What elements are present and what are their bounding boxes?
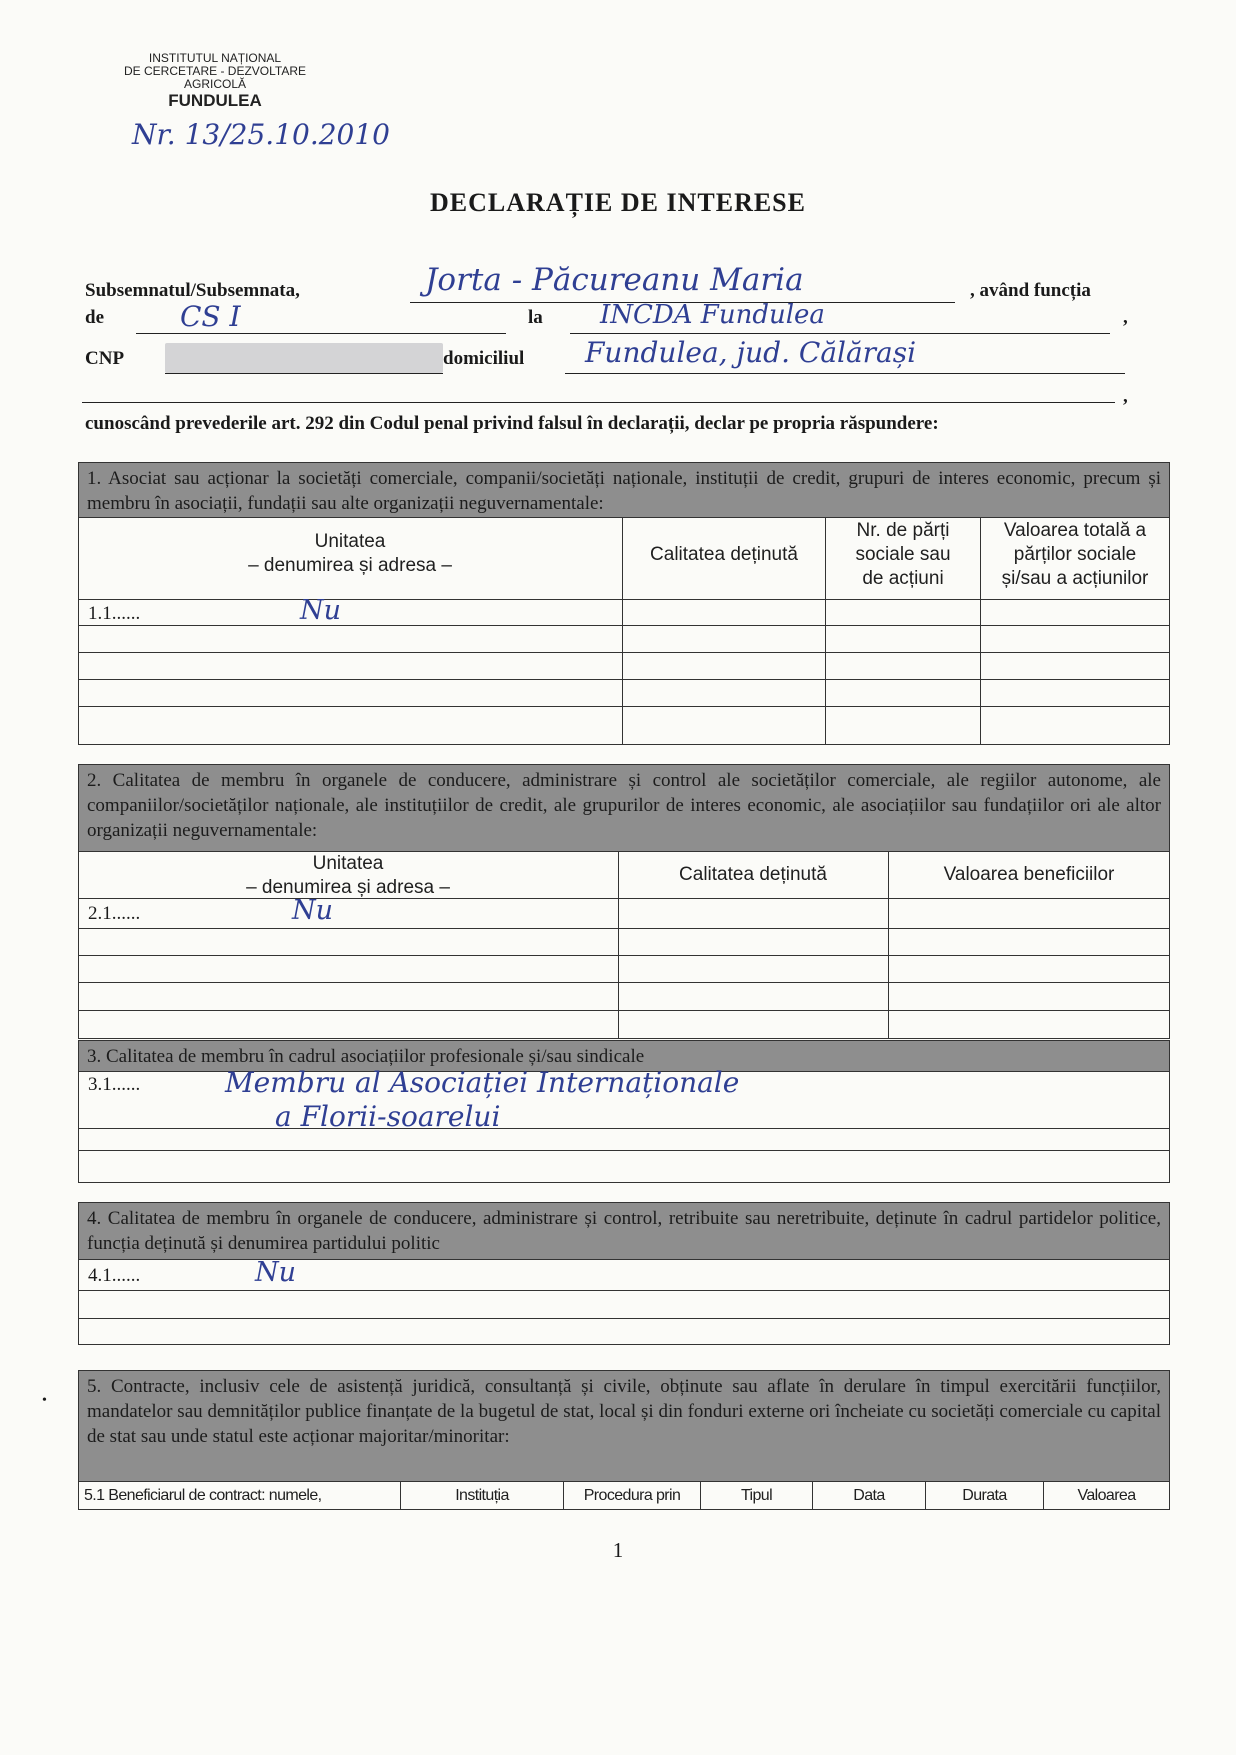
s2-row-label: 2.1...... bbox=[88, 903, 141, 924]
s5-col-institutia: Instituția bbox=[455, 1487, 509, 1504]
institutie-underline bbox=[570, 333, 1110, 334]
margin-mark: • bbox=[42, 1393, 47, 1408]
section-5-heading: 5. Contracte, inclusiv cele de asistență juridică, consultanță și civile, obținute sau aflate în derulare în timpul exercitării funcțiilor, mandatelor sau demnităților publice finanțate de la bugetul de stat, local și din fonduri externe ori încheiate cu societăți comerciale cu capital de stat sau unde statul este acționar majoritar/minoritar: bbox=[78, 1370, 1170, 1482]
functia-label: , având funcția bbox=[970, 280, 1091, 301]
declaration-text: cunoscând prevederile art. 292 din Codul penal privind falsul în declarații, declar pe propria răspundere: bbox=[85, 413, 939, 434]
s2-col-calitatea: Calitatea deținută bbox=[679, 864, 827, 885]
page-number: 1 bbox=[612, 1538, 624, 1562]
de-label: de bbox=[85, 307, 104, 328]
cnp-label: CNP bbox=[85, 348, 125, 369]
s2-col-unitatea: Unitatea – denumirea și adresa – bbox=[246, 853, 450, 898]
address-continuation-line bbox=[82, 402, 1115, 403]
s3-row-label: 3.1...... bbox=[88, 1074, 141, 1095]
name-value: Jorta - Păcureanu Maria bbox=[425, 262, 804, 298]
s1-col-calitatea: Calitatea deținută bbox=[650, 544, 798, 565]
institution-stamp bbox=[110, 52, 320, 111]
cnp-redaction bbox=[165, 343, 443, 373]
stamp-line-1: INSTITUTUL NAȚIONAL bbox=[148, 51, 282, 65]
s1-col-valoarea: Valoarea totală a părților sociale și/sau a acțiunilor bbox=[1001, 520, 1149, 589]
functia-value: CS I bbox=[180, 300, 241, 333]
s5-col-beneficiar: 5.1 Beneficiarul de contract: numele, bbox=[84, 1487, 322, 1504]
stamp-line-3: AGRICOLĂ bbox=[183, 77, 246, 91]
cnp-underline bbox=[165, 373, 443, 374]
s1-col-unitatea: Unitatea – denumirea și adresa – bbox=[248, 531, 452, 576]
s5-col-data: Data bbox=[853, 1487, 885, 1504]
s5-col-procedura: Procedura prin bbox=[583, 1487, 681, 1504]
s4-row-value: Nu bbox=[255, 1257, 297, 1288]
s3-row-value-line-2: a Florii-soarelui bbox=[275, 1100, 501, 1133]
domiciliul-label: domiciliul bbox=[443, 348, 525, 369]
domiciliul-value: Fundulea, jud. Călărași bbox=[585, 336, 917, 369]
page-title: DECLARAȚIE DE INTERESE bbox=[430, 188, 806, 217]
la-label: la bbox=[528, 307, 543, 328]
s1-row-value: Nu bbox=[300, 595, 342, 626]
subsemnatul-label: Subsemnatul/Subsemnata, bbox=[85, 280, 300, 301]
section-4-table bbox=[78, 1260, 1170, 1344]
stamp-line-4: FUNDULEA bbox=[168, 91, 262, 110]
registration-number: Nr. 13/25.10.2010 bbox=[132, 118, 390, 151]
s5-col-durata: Durata bbox=[962, 1487, 1007, 1504]
s2-col-valoarea: Valoarea beneficiilor bbox=[943, 864, 1115, 885]
s5-col-tipul: Tipul bbox=[740, 1487, 773, 1504]
functia-underline bbox=[136, 333, 506, 334]
s5-col-valoarea: Valoarea bbox=[1077, 1487, 1136, 1504]
s3-row-value-line-1: Membru al Asociației Internaționale bbox=[225, 1066, 740, 1099]
s2-row-value: Nu bbox=[292, 895, 334, 926]
section-2-heading: 2. Calitatea de membru în organele de conducere, administrare și control ale societăților comerciale, ale regiilor autonome, ale companiilor/societăților naționale, ale instituțiilor de credit, ale grupurilor de interes economic, ale asociațiilor sau fundațiilor ori ale altor organizații neguvernamentale: bbox=[78, 764, 1170, 852]
s1-row-label: 1.1...... bbox=[88, 603, 141, 624]
comma-2: , bbox=[1123, 386, 1128, 407]
stamp-line-2: DE CERCETARE - DEZVOLTARE bbox=[123, 64, 307, 78]
s4-row-label: 4.1...... bbox=[88, 1265, 141, 1286]
section-1-heading: 1. Asociat sau acționar la societăți comerciale, companii/societăți naționale, instituții de credit, grupuri de interes economic, precum și membru în asociații, fundații sau alte organizații neguvernamentale: bbox=[78, 462, 1170, 518]
section-4-heading: 4. Calitatea de membru în organele de conducere, administrare și control, retribuite sau neretribuite, deținute în cadrul partidelor politice, funcția deținută și denumirea partidului politic bbox=[78, 1202, 1170, 1260]
s1-col-nr-parti: Nr. de părți sociale sau de acțiuni bbox=[855, 520, 951, 589]
section-3-heading: 3. Calitatea de membru în cadrul asociațiilor profesionale și/sau sindicale bbox=[78, 1040, 1170, 1072]
comma-1: , bbox=[1123, 307, 1128, 328]
domiciliul-underline bbox=[565, 373, 1125, 374]
institutie-value: INCDA Fundulea bbox=[600, 300, 825, 330]
